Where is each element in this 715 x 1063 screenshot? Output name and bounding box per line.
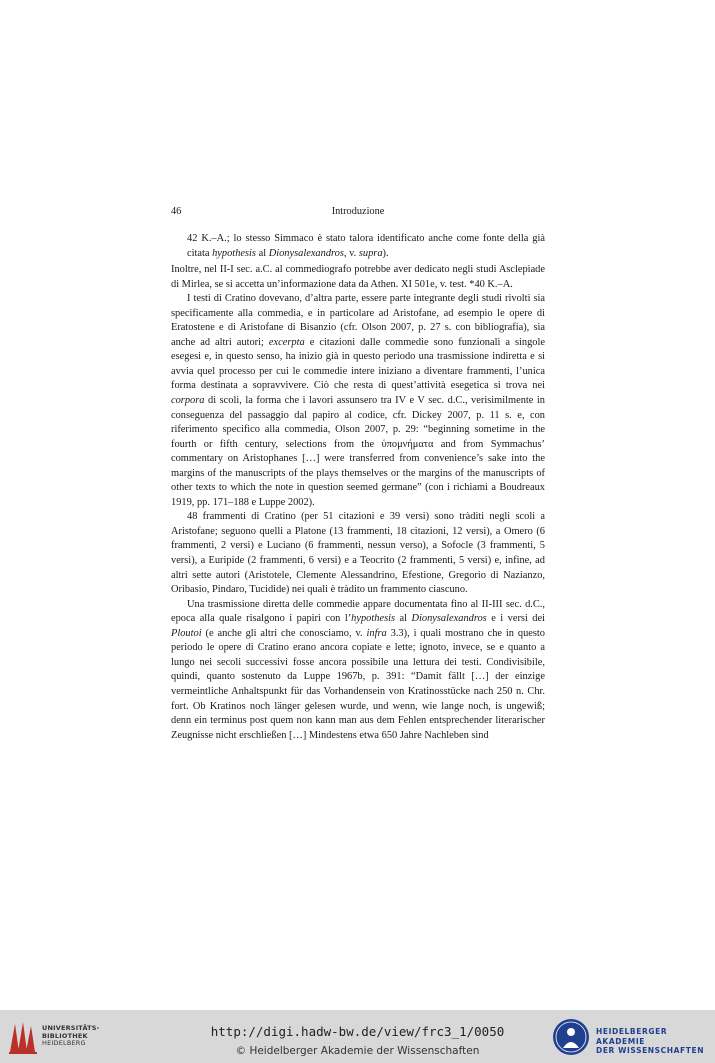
viewer-footer xyxy=(0,1010,715,1063)
academy-name: HEIDELBERGER AKADEMIE DER WISSENSCHAFTEN xyxy=(596,1027,705,1055)
page-number: 46 xyxy=(171,206,182,217)
running-title: Introduzione xyxy=(331,206,385,217)
copyright-notice: © Heidelberger Akademie der Wissenschaften xyxy=(235,1045,480,1057)
paragraph: I testi di Cratino dovevano, d’altra parte, essere parte integrante degli studi rivolti sia specificamente alla commedia, e in particolare ad Aristofane, ad esempio le opere di Eratostene e di Aristofane di Bisanzio (cfr. Olson 2007, p. 27 s. con bibliografia), sia anche ad altri autori; excerpta e citazioni dalle commedie sono funzionali a singole esegesi e, in questo senso, ha inizio già in questo periodo una trasmissione indiretta e si avvia quel processo per cui le commedie intere iniziano a diventare frammenti, l’unica forma destinata a sopravvivere. Ciò che resta di quest’attività esegetica si trova nei corpora di scoli, la forma che i lavori assunsero tra IV e V sec. d.C., verisimilmente in conseguenza del passaggio dal papiro al codice, cfr. Dickey 2007, p. 11 s. e, con riferimento specifico alla commedia, Olson 2007, p. 29: “beginning sometime in the fourth or fifth century, selections from the ὑπομνήματα and from Symmachus’ commentary on Aristophanes […] were transferred from convenience’s sake into the margins of the manuscripts of the plays themselves or the margins of the manuscripts of other texts to which the note in question seemed germane” (con i richiami a Boudreaux 1919, pp. 171–188 e Luppe 2002). xyxy=(171,293,545,508)
paragraph: Una trasmissione diretta delle commedie appare documentata fino al II-III sec. d.C., epoca alla quale risalgono i papiri con l’hypothesis al Dionysalexandros e i versi dei Ploutoi (e anche gli altri che conosciamo, v. infra 3.3), i quali mostrano che in questo periodo le opere di Cratino erano ancora copiate e lette; ignoto, invece, se e quanto a lungo nei secoli successivi fosse ancora possibile una lettura dei testi. Condivisibile, quindi, quanto sostenuto da Luppe 1967b, p. 391: “Damit fällt […] der einzige vermeintliche Anhaltspunkt für das Vorhandensein von Kratinosstücke nach 250 n. Chr. fort. Ob Kratinos noch länger gelesen wurde, und wenn, wie lange noch, is ungewiß; denn ein terminus post quem non kann man aus dem Fehlen entsprechender literarischer Zeugnisse nicht erschließen […] Mindestens etwa 650 Jahre Nachleben sind xyxy=(171,598,546,741)
university-library-name: UNIVERSITÄTS- BIBLIOTHEK HEIDELBERG xyxy=(42,1024,100,1047)
paragraph: 48 frammenti di Cratino (per 51 citazioni e 39 versi) sono tràditi negli scoli a Aristofane; seguono quelli a Platone (13 frammenti, 18 citazioni, 12 versi), a Omero (6 frammenti, 2 versi) e Luciano (6 frammenti, nessun verso), a Sofocle (3 frammenti, 5 versi), a Euripide (2 frammenti, 6 versi) e a Teocrito (2 frammenti, 5 versi) e, infine, ad altri sette autori (Aristotele, Clemente Alessandrino, Efestione, Gregorio di Nazianzo, Oribasio, Pindaro, Tucidide) nei quali è tràdito un frammento ciascuno. xyxy=(171,511,545,596)
academy-seal-logo[interactable] xyxy=(552,1018,590,1056)
paragraph: Inoltre, nel II-I sec. a.C. al commediografo potrebbe aver dedicato negli studi Asclepiade di Mirlea, se si accetta un’informazione data da Athen. XI 501e, v. test. *40 K.–A. xyxy=(171,264,545,290)
body-text xyxy=(171,232,545,743)
running-header xyxy=(171,205,545,219)
footnote-continuation: 42 K.–A.; lo stesso Simmaco è stato talora identificato anche come fonte della già citata hypothesis al Dionysalexandros, v. supra). xyxy=(187,233,545,259)
permalink-url[interactable]: http://digi.hadw-bw.de/view/frc3_1/0050 xyxy=(210,1024,505,1039)
